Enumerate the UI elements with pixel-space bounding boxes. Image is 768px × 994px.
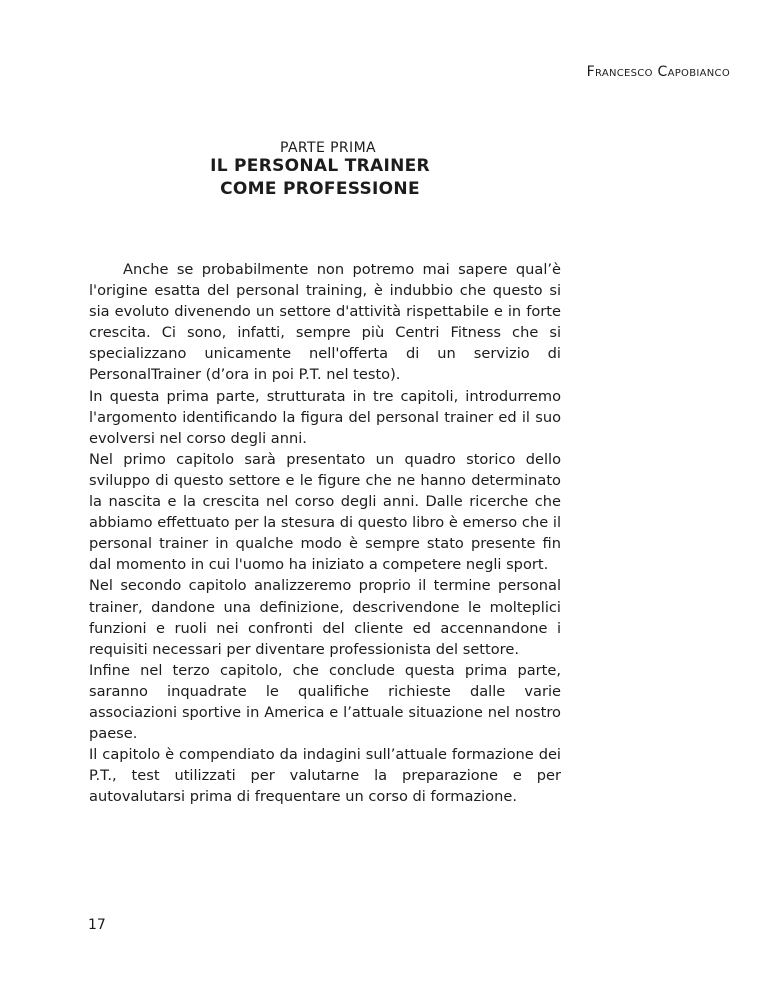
paragraph-conclusion: Il capitolo è compendiato da indagini sull’attuale formazione dei P.T., test utilizzati per valutarne la preparazione e per autovalutarsi prima di frequentare un corso di formazione. (89, 746, 561, 806)
paragraph-intro: Anche se probabilmente non potremo mai sapere qual’è l'origine esatta del personal training, è indubbio che questo si sia evoluto divenendo un settore d'attività rispettabile e in forte crescita. Ci sono, infatti, sempre più Centri Fitness che si specializzano unicamente nell'offerta di un servizio di PersonalTrainer (d’ora in poi P.T. nel testo). (89, 261, 561, 384)
body-text (89, 259, 561, 807)
paragraph-chapter-one: Nel primo capitolo sarà presentato un quadro storico dello sviluppo di questo settore e le figure che ne hanno determinato la nascita e la crescita nel corso degli anni. Dalle ricerche che abbiamo effettuato per la stesura di questo libro è emerso che il personal trainer in qualche modo è sempre stato presente fin dal momento in cui l'uomo ha iniziato a competere negli sport. (89, 450, 561, 574)
page-number: 17 (88, 917, 106, 933)
running-head: Francesco Capobianco (586, 64, 730, 80)
part-title-line-2: COME PROFESSIONE (220, 179, 420, 199)
paragraph-chapter-three: Infine nel terzo capitolo, che conclude questa prima parte, saranno inquadrate le qualifiche richieste dalle varie associazioni sportive in America e l’attuale situazione nel nostro paese. (89, 661, 561, 743)
part-label: PARTE PRIMA (280, 140, 377, 156)
part-title-line-1: IL PERSONAL TRAINER (210, 156, 430, 176)
part-title (190, 155, 450, 201)
paragraph-overview: In questa prima parte, strutturata in tre capitoli, introdurremo l'argomento identificando la figura del personal trainer ed il suo evolversi nel corso degli anni. (89, 387, 561, 447)
paragraph-chapter-two: Nel secondo capitolo analizzeremo proprio il termine personal trainer, dandone una definizione, descrivendone le molteplici funzioni e ruoli nei confronti del cliente ed accennandone i requisiti necessari per diventare professionista del settore. (89, 577, 561, 658)
